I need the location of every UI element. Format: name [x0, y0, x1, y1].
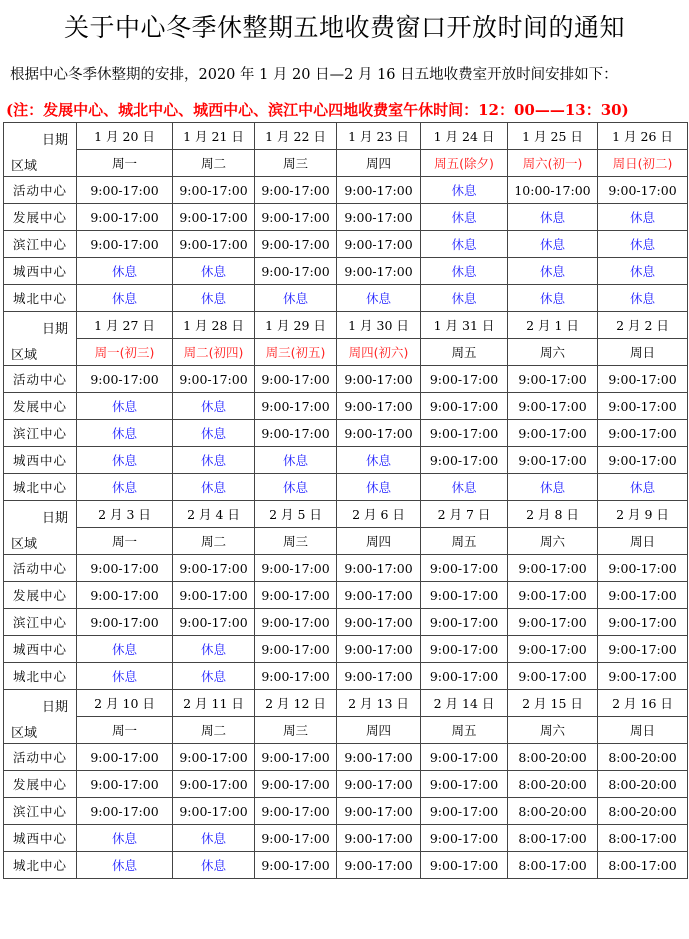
date-header: 1 月 20 日: [77, 123, 173, 150]
date-header: 2 月 10 日: [77, 690, 173, 717]
hours-cell: 9:00-17:00: [337, 204, 421, 231]
hours-cell: 9:00-17:00: [255, 798, 337, 825]
weekday-header: 周四: [337, 150, 421, 177]
hours-cell: 9:00-17:00: [255, 744, 337, 771]
hours-cell: 9:00-17:00: [77, 609, 173, 636]
closed-cell: 休息: [255, 285, 337, 312]
week-date-row: [4, 690, 688, 717]
hours-cell: 9:00-17:00: [421, 636, 508, 663]
weekday-header: 周一: [77, 150, 173, 177]
hours-cell: 9:00-17:00: [77, 744, 173, 771]
region-label: 活动中心: [4, 177, 77, 204]
hours-cell: 9:00-17:00: [421, 798, 508, 825]
weekday-header: 周日: [598, 717, 688, 744]
lunch-break-note: (注：发展中心、城北中心、城西中心、滨江中心四地收费室午休时间：12：00——13：30): [6, 101, 629, 119]
date-header: 1 月 21 日: [173, 123, 255, 150]
weekday-header: 周六: [508, 717, 598, 744]
table-row: [4, 393, 688, 420]
table-row: [4, 744, 688, 771]
closed-cell: 休息: [77, 474, 173, 501]
table-row: [4, 636, 688, 663]
holiday-weekday-header: 周三(初五): [255, 339, 337, 366]
region-label: 发展中心: [4, 582, 77, 609]
region-label: 城西中心: [4, 447, 77, 474]
schedule-table: [3, 122, 688, 879]
hours-cell: 9:00-17:00: [255, 258, 337, 285]
date-header: 1 月 26 日: [598, 123, 688, 150]
corner-header: [4, 312, 77, 366]
date-header: 1 月 22 日: [255, 123, 337, 150]
closed-cell: 休息: [421, 258, 508, 285]
table-row: [4, 771, 688, 798]
weekday-header: 周四: [337, 717, 421, 744]
hours-cell: 8:00-17:00: [598, 825, 688, 852]
hours-cell: 9:00-17:00: [508, 609, 598, 636]
closed-cell: 休息: [508, 231, 598, 258]
date-header: 2 月 2 日: [598, 312, 688, 339]
corner-header: [4, 501, 77, 555]
hours-cell: 9:00-17:00: [508, 447, 598, 474]
date-header: 1 月 27 日: [77, 312, 173, 339]
hours-cell: 9:00-17:00: [421, 852, 508, 879]
hours-cell: 9:00-17:00: [421, 447, 508, 474]
closed-cell: 休息: [255, 447, 337, 474]
table-row: [4, 366, 688, 393]
hours-cell: 9:00-17:00: [337, 798, 421, 825]
hours-cell: 9:00-17:00: [173, 204, 255, 231]
corner-date-label: 日期: [41, 511, 68, 526]
corner-area-label: 区域: [11, 726, 38, 741]
hours-cell: 9:00-17:00: [255, 420, 337, 447]
week-date-row: [4, 123, 688, 150]
hours-cell: 9:00-17:00: [77, 555, 173, 582]
hours-cell: 9:00-17:00: [77, 366, 173, 393]
hours-cell: 9:00-17:00: [173, 798, 255, 825]
hours-cell: 9:00-17:00: [173, 582, 255, 609]
hours-cell: 9:00-17:00: [421, 663, 508, 690]
corner-area-label: 区域: [11, 537, 38, 552]
weekday-header: 周六: [508, 339, 598, 366]
date-header: 2 月 12 日: [255, 690, 337, 717]
weekday-header: 周六: [508, 528, 598, 555]
hours-cell: 9:00-17:00: [337, 663, 421, 690]
corner-date-label: 日期: [41, 700, 68, 715]
region-label: 发展中心: [4, 204, 77, 231]
table-row: [4, 825, 688, 852]
date-header: 2 月 4 日: [173, 501, 255, 528]
region-label: 滨江中心: [4, 609, 77, 636]
weekday-header: 周五: [421, 528, 508, 555]
closed-cell: 休息: [173, 474, 255, 501]
hours-cell: 9:00-17:00: [508, 420, 598, 447]
hours-cell: 9:00-17:00: [421, 366, 508, 393]
hours-cell: 9:00-17:00: [421, 555, 508, 582]
hours-cell: 9:00-17:00: [173, 555, 255, 582]
hours-cell: 9:00-17:00: [508, 555, 598, 582]
hours-cell: 9:00-17:00: [173, 744, 255, 771]
closed-cell: 休息: [255, 474, 337, 501]
hours-cell: 8:00-20:00: [508, 771, 598, 798]
hours-cell: 9:00-17:00: [173, 231, 255, 258]
hours-cell: 9:00-17:00: [421, 744, 508, 771]
hours-cell: 9:00-17:00: [337, 258, 421, 285]
date-header: 2 月 6 日: [337, 501, 421, 528]
weekday-header: 周四: [337, 528, 421, 555]
corner-header: [4, 123, 77, 177]
closed-cell: 休息: [77, 258, 173, 285]
closed-cell: 休息: [173, 636, 255, 663]
closed-cell: 休息: [77, 663, 173, 690]
hours-cell: 9:00-17:00: [421, 771, 508, 798]
table-row: [4, 177, 688, 204]
weekday-header: 周三: [255, 150, 337, 177]
corner-area-label: 区域: [11, 159, 38, 174]
corner-area-label: 区域: [11, 348, 38, 363]
hours-cell: 9:00-17:00: [337, 636, 421, 663]
closed-cell: 休息: [421, 204, 508, 231]
hours-cell: 9:00-17:00: [77, 177, 173, 204]
hours-cell: 9:00-17:00: [255, 636, 337, 663]
hours-cell: 8:00-20:00: [508, 798, 598, 825]
date-header: 2 月 7 日: [421, 501, 508, 528]
table-row: [4, 258, 688, 285]
hours-cell: 9:00-17:00: [337, 393, 421, 420]
hours-cell: 9:00-17:00: [255, 771, 337, 798]
hours-cell: 9:00-17:00: [421, 393, 508, 420]
closed-cell: 休息: [173, 420, 255, 447]
table-row: [4, 474, 688, 501]
weekday-header: 周一: [77, 717, 173, 744]
table-row: [4, 852, 688, 879]
weekday-header: 周五: [421, 339, 508, 366]
hours-cell: 9:00-17:00: [598, 366, 688, 393]
hours-cell: 9:00-17:00: [255, 204, 337, 231]
date-header: 2 月 8 日: [508, 501, 598, 528]
holiday-weekday-header: 周六(初一): [508, 150, 598, 177]
region-label: 城北中心: [4, 474, 77, 501]
hours-cell: 9:00-17:00: [173, 609, 255, 636]
week-date-row: [4, 501, 688, 528]
closed-cell: 休息: [173, 852, 255, 879]
corner-date-label: 日期: [41, 322, 68, 337]
weekday-header: 周二: [173, 717, 255, 744]
hours-cell: 9:00-17:00: [255, 852, 337, 879]
hours-cell: 9:00-17:00: [337, 771, 421, 798]
hours-cell: 9:00-17:00: [77, 231, 173, 258]
hours-cell: 8:00-20:00: [598, 744, 688, 771]
hours-cell: 9:00-17:00: [598, 420, 688, 447]
week-date-row: [4, 312, 688, 339]
closed-cell: 休息: [173, 285, 255, 312]
closed-cell: 休息: [421, 231, 508, 258]
closed-cell: 休息: [77, 393, 173, 420]
hours-cell: 9:00-17:00: [77, 582, 173, 609]
hours-cell: 9:00-17:00: [508, 366, 598, 393]
hours-cell: 9:00-17:00: [337, 609, 421, 636]
region-label: 活动中心: [4, 555, 77, 582]
table-row: [4, 555, 688, 582]
hours-cell: 9:00-17:00: [173, 771, 255, 798]
closed-cell: 休息: [173, 663, 255, 690]
region-label: 城西中心: [4, 636, 77, 663]
date-header: 1 月 28 日: [173, 312, 255, 339]
hours-cell: 9:00-17:00: [421, 420, 508, 447]
hours-cell: 9:00-17:00: [598, 177, 688, 204]
date-header: 2 月 13 日: [337, 690, 421, 717]
region-label: 城北中心: [4, 285, 77, 312]
holiday-weekday-header: 周四(初六): [337, 339, 421, 366]
hours-cell: 9:00-17:00: [255, 393, 337, 420]
weekday-header: 周二: [173, 150, 255, 177]
hours-cell: 9:00-17:00: [173, 177, 255, 204]
weekday-header: 周五: [421, 717, 508, 744]
holiday-weekday-header: 周二(初四): [173, 339, 255, 366]
hours-cell: 9:00-17:00: [337, 420, 421, 447]
holiday-weekday-header: 周五(除夕): [421, 150, 508, 177]
hours-cell: 9:00-17:00: [77, 798, 173, 825]
region-label: 滨江中心: [4, 420, 77, 447]
hours-cell: 8:00-17:00: [508, 852, 598, 879]
hours-cell: 9:00-17:00: [255, 177, 337, 204]
weekday-header: 周日: [598, 528, 688, 555]
hours-cell: 8:00-20:00: [508, 744, 598, 771]
region-label: 城西中心: [4, 258, 77, 285]
closed-cell: 休息: [77, 825, 173, 852]
closed-cell: 休息: [421, 285, 508, 312]
table-row: [4, 285, 688, 312]
week-weekday-row: [4, 717, 688, 744]
hours-cell: 9:00-17:00: [421, 582, 508, 609]
closed-cell: 休息: [337, 285, 421, 312]
closed-cell: 休息: [173, 447, 255, 474]
closed-cell: 休息: [77, 852, 173, 879]
hours-cell: 9:00-17:00: [337, 582, 421, 609]
hours-cell: 9:00-17:00: [337, 177, 421, 204]
region-label: 滨江中心: [4, 798, 77, 825]
hours-cell: 9:00-17:00: [508, 393, 598, 420]
hours-cell: 9:00-17:00: [337, 744, 421, 771]
closed-cell: 休息: [77, 420, 173, 447]
table-row: [4, 420, 688, 447]
date-header: 1 月 30 日: [337, 312, 421, 339]
holiday-weekday-header: 周日(初二): [598, 150, 688, 177]
table-row: [4, 204, 688, 231]
hours-cell: 9:00-17:00: [337, 852, 421, 879]
hours-cell: 9:00-17:00: [255, 825, 337, 852]
hours-cell: 9:00-17:00: [598, 393, 688, 420]
table-row: [4, 609, 688, 636]
closed-cell: 休息: [598, 258, 688, 285]
region-label: 活动中心: [4, 744, 77, 771]
region-label: 滨江中心: [4, 231, 77, 258]
closed-cell: 休息: [337, 447, 421, 474]
closed-cell: 休息: [598, 474, 688, 501]
hours-cell: 9:00-17:00: [255, 231, 337, 258]
date-header: 2 月 16 日: [598, 690, 688, 717]
corner-header: [4, 690, 77, 744]
closed-cell: 休息: [77, 447, 173, 474]
closed-cell: 休息: [173, 825, 255, 852]
hours-cell: 9:00-17:00: [598, 555, 688, 582]
region-label: 城北中心: [4, 852, 77, 879]
table-row: [4, 663, 688, 690]
region-label: 发展中心: [4, 771, 77, 798]
date-header: 2 月 15 日: [508, 690, 598, 717]
hours-cell: 9:00-17:00: [337, 825, 421, 852]
hours-cell: 9:00-17:00: [255, 555, 337, 582]
closed-cell: 休息: [421, 474, 508, 501]
region-label: 城北中心: [4, 663, 77, 690]
table-row: [4, 231, 688, 258]
hours-cell: 9:00-17:00: [255, 609, 337, 636]
date-header: 1 月 24 日: [421, 123, 508, 150]
week-weekday-row: [4, 339, 688, 366]
hours-cell: 10:00-17:00: [508, 177, 598, 204]
hours-cell: 9:00-17:00: [598, 609, 688, 636]
hours-cell: 9:00-17:00: [508, 582, 598, 609]
hours-cell: 9:00-17:00: [598, 447, 688, 474]
hours-cell: 9:00-17:00: [598, 636, 688, 663]
hours-cell: 9:00-17:00: [255, 582, 337, 609]
region-label: 活动中心: [4, 366, 77, 393]
date-header: 1 月 25 日: [508, 123, 598, 150]
hours-cell: 9:00-17:00: [337, 231, 421, 258]
holiday-weekday-header: 周一(初三): [77, 339, 173, 366]
closed-cell: 休息: [598, 204, 688, 231]
hours-cell: 9:00-17:00: [173, 366, 255, 393]
date-header: 2 月 5 日: [255, 501, 337, 528]
table-row: [4, 582, 688, 609]
week-weekday-row: [4, 528, 688, 555]
date-header: 2 月 9 日: [598, 501, 688, 528]
closed-cell: 休息: [77, 285, 173, 312]
date-header: 1 月 31 日: [421, 312, 508, 339]
hours-cell: 9:00-17:00: [77, 771, 173, 798]
closed-cell: 休息: [508, 204, 598, 231]
hours-cell: 9:00-17:00: [421, 609, 508, 636]
closed-cell: 休息: [77, 636, 173, 663]
date-header: 2 月 14 日: [421, 690, 508, 717]
closed-cell: 休息: [598, 231, 688, 258]
closed-cell: 休息: [173, 393, 255, 420]
hours-cell: 9:00-17:00: [337, 555, 421, 582]
region-label: 城西中心: [4, 825, 77, 852]
hours-cell: 9:00-17:00: [77, 204, 173, 231]
region-label: 发展中心: [4, 393, 77, 420]
weekday-header: 周二: [173, 528, 255, 555]
closed-cell: 休息: [508, 474, 598, 501]
hours-cell: 9:00-17:00: [598, 663, 688, 690]
date-header: 1 月 23 日: [337, 123, 421, 150]
hours-cell: 8:00-17:00: [508, 825, 598, 852]
closed-cell: 休息: [337, 474, 421, 501]
closed-cell: 休息: [598, 285, 688, 312]
hours-cell: 9:00-17:00: [421, 825, 508, 852]
weekday-header: 周日: [598, 339, 688, 366]
hours-cell: 9:00-17:00: [255, 366, 337, 393]
table-row: [4, 798, 688, 825]
date-header: 2 月 11 日: [173, 690, 255, 717]
schedule-body: [4, 123, 688, 879]
week-weekday-row: [4, 150, 688, 177]
closed-cell: 休息: [421, 177, 508, 204]
date-header: 2 月 1 日: [508, 312, 598, 339]
hours-cell: 8:00-17:00: [598, 852, 688, 879]
hours-cell: 9:00-17:00: [337, 366, 421, 393]
closed-cell: 休息: [508, 258, 598, 285]
date-header: 2 月 3 日: [77, 501, 173, 528]
weekday-header: 周三: [255, 528, 337, 555]
hours-cell: 9:00-17:00: [598, 582, 688, 609]
hours-cell: 8:00-20:00: [598, 771, 688, 798]
hours-cell: 9:00-17:00: [255, 663, 337, 690]
closed-cell: 休息: [173, 258, 255, 285]
hours-cell: 9:00-17:00: [508, 636, 598, 663]
corner-date-label: 日期: [41, 133, 68, 148]
hours-cell: 9:00-17:00: [508, 663, 598, 690]
date-header: 1 月 29 日: [255, 312, 337, 339]
hours-cell: 8:00-20:00: [598, 798, 688, 825]
intro-paragraph: 根据中心冬季休整期的安排，2020 年 1 月 20 日—2 月 16 日五地收费室开放时间安排如下：: [10, 67, 618, 83]
weekday-header: 周三: [255, 717, 337, 744]
weekday-header: 周一: [77, 528, 173, 555]
document-title: 关于中心冬季休整期五地收费窗口开放时间的通知: [63, 13, 625, 42]
closed-cell: 休息: [508, 285, 598, 312]
table-row: [4, 447, 688, 474]
